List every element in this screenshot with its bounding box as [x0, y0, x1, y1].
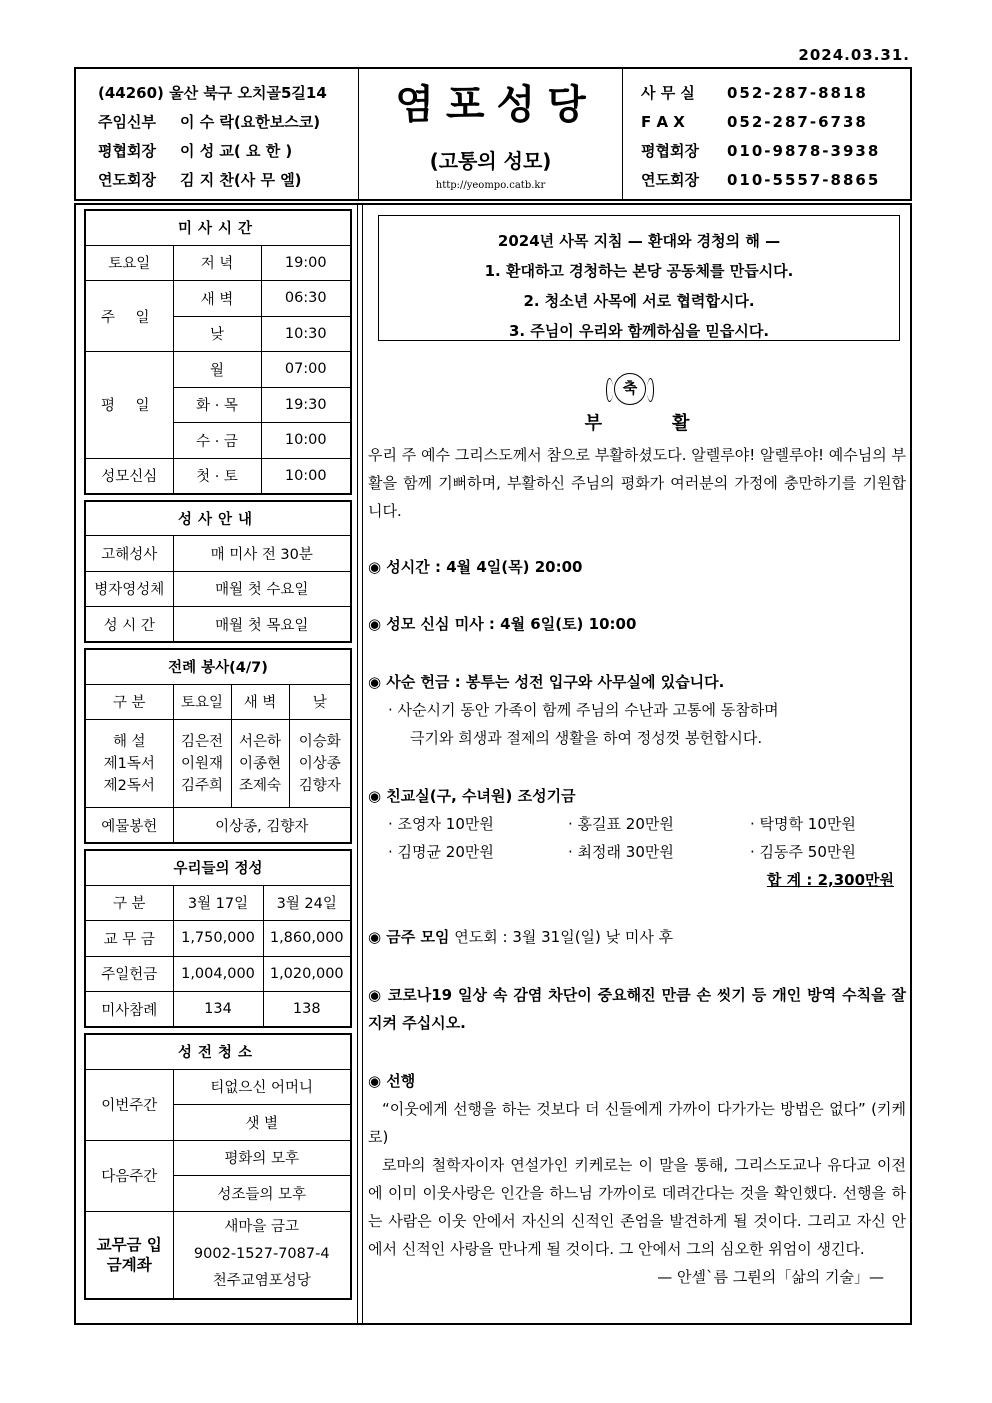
mass-label: 새 벽 — [173, 281, 261, 317]
yeondo-label: 연도회장 — [98, 171, 156, 189]
donor: · 홍길표 20만원 — [568, 815, 674, 833]
mass-title: 미사시간 — [85, 210, 351, 245]
cleaning-group: 성조들의 모후 — [173, 1176, 351, 1212]
sacrament-title: 성사안내 — [85, 501, 351, 536]
mass-schedule-table — [84, 209, 352, 495]
sacrament-label: 성 시 간 — [85, 607, 173, 643]
contrib-label: 교 무 금 — [85, 921, 173, 957]
fax-label: F A X — [641, 113, 685, 131]
good-deeds-section — [368, 1067, 906, 1291]
easter-title: 부활 — [584, 413, 760, 434]
celebration-emblem-icon: 축 — [614, 373, 646, 405]
account-number: 9002-1527-7087-4 — [193, 1246, 330, 1263]
offering-label: 예물봉헌 — [85, 808, 173, 844]
contrib-header: 3월 24일 — [263, 885, 351, 921]
liturgy-header: 토요일 — [173, 684, 231, 720]
priest-label: 주임신부 — [98, 113, 156, 131]
lent-offering-line: · 사순시기 동안 가족이 함께 주님의 수난과 고통에 동참하며 — [388, 701, 779, 719]
contrib-value: 1,020,000 — [263, 956, 351, 992]
fund-title: ◉ 친교실(구, 수녀원) 조성기금 — [368, 787, 576, 805]
good-deeds-body: 로마의 철학자이자 연설가인 키케로는 이 말을 통해, 그리스도교나 유다교 이전에 이미 이웃사랑은 인간을 하느님 가까이로 데려간다는 것을 확인했다. 선행을 하는 사람은 이웃 안에서 자신의 신적인 존엄을 발견하게 될 것이다. 그리고 자신 안에서 신적인 사랑을 만나게 될 것이다. 그 안에서 그의 심오한 위엄이 생긴다. — [368, 1156, 906, 1258]
cleaning-week-label: 이번주간 — [85, 1069, 173, 1140]
mass-time: 07:00 — [261, 352, 351, 388]
contrib-value: 1,004,000 — [173, 956, 263, 992]
donor: · 김명균 20만원 — [388, 843, 494, 861]
contributions-title: 우리들의 정성 — [85, 850, 351, 885]
liturgy-header: 낮 — [289, 684, 351, 720]
bank-name: 새마을 금고 — [224, 1219, 300, 1236]
sacrament-value: 매 미사 전 30분 — [173, 536, 351, 572]
server: 김주희 — [180, 777, 224, 794]
liturgy-table — [84, 648, 352, 844]
donor: · 탁명학 10만원 — [750, 815, 856, 833]
liturgy-dawn — [231, 720, 289, 808]
sacrament-label: 병자영성체 — [85, 571, 173, 607]
covid-notice: ◉ 코로나19 일상 속 감염 차단이 중요해진 만큼 손 씻기 등 개인 방역 수칙을 잘 지켜 주십시오. — [368, 986, 906, 1032]
contrib-value: 138 — [263, 992, 351, 1028]
meeting-detail: 연도회 : 3월 31일(일) 낮 미사 후 — [449, 928, 674, 946]
meeting-notice — [368, 923, 906, 951]
pastoral-guideline-box — [378, 215, 900, 341]
lent-offering-line: 극기와 희생과 절제의 생활을 하여 정성껏 봉헌합시다. — [410, 729, 763, 747]
header-info — [76, 69, 358, 199]
issue-date: 2024.03.31. — [798, 46, 910, 64]
fund-total-text: 합 계 : 2,300만원 — [766, 871, 894, 889]
server: 김향자 — [298, 777, 341, 794]
liturgy-day — [289, 720, 351, 808]
server: 이승화 — [298, 733, 341, 750]
server: 이원재 — [180, 755, 224, 772]
left-column — [84, 209, 352, 1305]
easter-message: 우리 주 예수 그리스도께서 참으로 부활하셨도다. 알렐루야! 알렐루야! 예수님의 부활을 함께 기뻐하며, 부활하신 주님의 평화가 여러분의 가정에 충만하기를 기원합니다. — [368, 446, 906, 520]
donor: · 김동주 50만원 — [750, 843, 856, 861]
header — [74, 67, 912, 201]
cleaning-group: 평화의 모후 — [173, 1140, 351, 1176]
sacrament-value: 매월 첫 목요일 — [173, 607, 351, 643]
fund-total — [368, 866, 906, 894]
fax-number: 052-287-6738 — [727, 113, 868, 131]
liturgy-roles — [85, 720, 173, 808]
mass-day: 토요일 — [85, 245, 173, 281]
parish-title: 염포성당 — [395, 82, 598, 128]
mass-label: 낮 — [173, 316, 261, 352]
parish-subtitle: (고통의 성모) — [429, 149, 552, 173]
president-name: 이 성 교( 요 한 ) — [180, 142, 293, 160]
mass-time: 10:00 — [261, 458, 351, 494]
donor: · 최정래 30만원 — [568, 843, 674, 861]
liturgy-saturday — [173, 720, 231, 808]
mass-day: 평 일 — [85, 352, 173, 459]
mass-time: 10:00 — [261, 423, 351, 459]
offering-names: 이상종, 김향자 — [173, 808, 351, 844]
mass-label: 첫 · 토 — [173, 458, 261, 494]
yeondo-phone-label: 연도회장 — [641, 171, 699, 189]
account-label: 교무금 입금계좌 — [85, 1211, 173, 1299]
server: 조제숙 — [238, 777, 282, 794]
mass-time: 06:30 — [261, 281, 351, 317]
good-deeds-source: — 안셀`름 그륀의「삶의 기술」— — [657, 1268, 884, 1286]
donor-row — [368, 810, 906, 838]
bulletin-body — [74, 203, 912, 1325]
liturgy-header: 구 분 — [85, 684, 173, 720]
cleaning-week-label: 다음주간 — [85, 1140, 173, 1211]
cleaning-table — [84, 1033, 352, 1300]
lent-offering-section — [368, 668, 906, 752]
president-label: 평협회장 — [98, 142, 156, 160]
meeting-label: ◉ 금주 모임 — [368, 928, 450, 946]
contrib-value: 1,860,000 — [263, 921, 351, 957]
header-contacts — [623, 69, 910, 199]
mass-time: 10:30 — [261, 316, 351, 352]
mass-time: 19:30 — [261, 387, 351, 423]
server: 서은하 — [238, 733, 282, 750]
mass-label: 저 녁 — [173, 245, 261, 281]
guideline-title: 2024년 사목 지침 — 환대와 경청의 해 — — [497, 232, 781, 250]
contributions-table — [84, 849, 352, 1028]
donor: · 조영자 10만원 — [388, 815, 494, 833]
mass-day: 주 일 — [85, 281, 173, 352]
mass-label: 수 · 금 — [173, 423, 261, 459]
office-label: 사 무 실 — [641, 84, 695, 102]
holy-hour-notice: ◉ 성시간 : 4월 4일(목) 20:00 — [368, 558, 583, 576]
president-phone-label: 평협회장 — [641, 142, 699, 160]
account-info — [173, 1211, 351, 1299]
guideline-item: 2. 청소년 사목에 서로 협력합시다. — [523, 292, 755, 310]
sacrament-value: 매월 첫 수요일 — [173, 571, 351, 607]
mass-label: 화 · 목 — [173, 387, 261, 423]
server: 김은전 — [180, 733, 224, 750]
cleaning-group: 티없으신 어머니 — [173, 1069, 351, 1105]
server: 이종현 — [238, 755, 282, 772]
mary-mass-notice: ◉ 성모 신심 미사 : 4월 6일(토) 10:00 — [368, 615, 637, 633]
good-deeds-quote: “이웃에게 선행을 하는 것보다 더 신들에게 가까이 다가가는 방법은 없다” (키케로) — [368, 1100, 906, 1146]
role: 제2독서 — [103, 777, 155, 794]
good-deeds-title: ◉ 선행 — [368, 1072, 416, 1090]
header-title-block — [358, 69, 623, 199]
contrib-label: 미사참례 — [85, 992, 173, 1028]
guideline-item: 1. 환대하고 경청하는 본당 공동체를 만듭시다. — [484, 262, 794, 280]
cleaning-title: 성전청소 — [85, 1034, 351, 1069]
mass-time: 19:00 — [261, 245, 351, 281]
sacrament-label: 고해성사 — [85, 536, 173, 572]
guideline-item: 3. 주님이 우리와 함께하심을 믿읍시다. — [508, 322, 770, 340]
parish-url[interactable]: http://yeompo.catb.kr — [435, 180, 546, 191]
cleaning-group: 샛 별 — [173, 1105, 351, 1141]
contrib-label: 주일헌금 — [85, 956, 173, 992]
contrib-value: 134 — [173, 992, 263, 1028]
contrib-header: 구 분 — [85, 885, 173, 921]
priest-name: 이 수 락(요한보스코) — [180, 113, 321, 131]
donor-row — [368, 838, 906, 866]
mass-day: 성모신심 — [85, 458, 173, 494]
role: 제1독서 — [103, 755, 155, 772]
mass-label: 월 — [173, 352, 261, 388]
contrib-value: 1,750,000 — [173, 921, 263, 957]
lent-offering-title: ◉ 사순 헌금 : 봉투는 성전 입구와 사무실에 있습니다. — [368, 673, 725, 691]
account-holder: 천주교염포성당 — [212, 1273, 311, 1290]
contrib-header: 3월 17일 — [173, 885, 263, 921]
liturgy-title: 전례 봉사(4/7) — [85, 649, 351, 684]
president-phone: 010-9878-3938 — [727, 142, 881, 160]
yeondo-phone: 010-5557-8865 — [727, 171, 881, 189]
sacrament-table — [84, 500, 352, 644]
server: 이상종 — [298, 755, 341, 772]
office-phone: 052-287-8818 — [727, 84, 868, 102]
liturgy-header: 새 벽 — [231, 684, 289, 720]
fund-section — [368, 782, 906, 894]
yeondo-name: 김 지 찬(사 무 엘) — [180, 171, 302, 189]
right-column — [368, 205, 906, 1323]
role: 해 설 — [112, 733, 146, 750]
address: (44260) 울산 북구 오치골5길14 — [98, 84, 327, 102]
column-divider — [357, 205, 363, 1323]
